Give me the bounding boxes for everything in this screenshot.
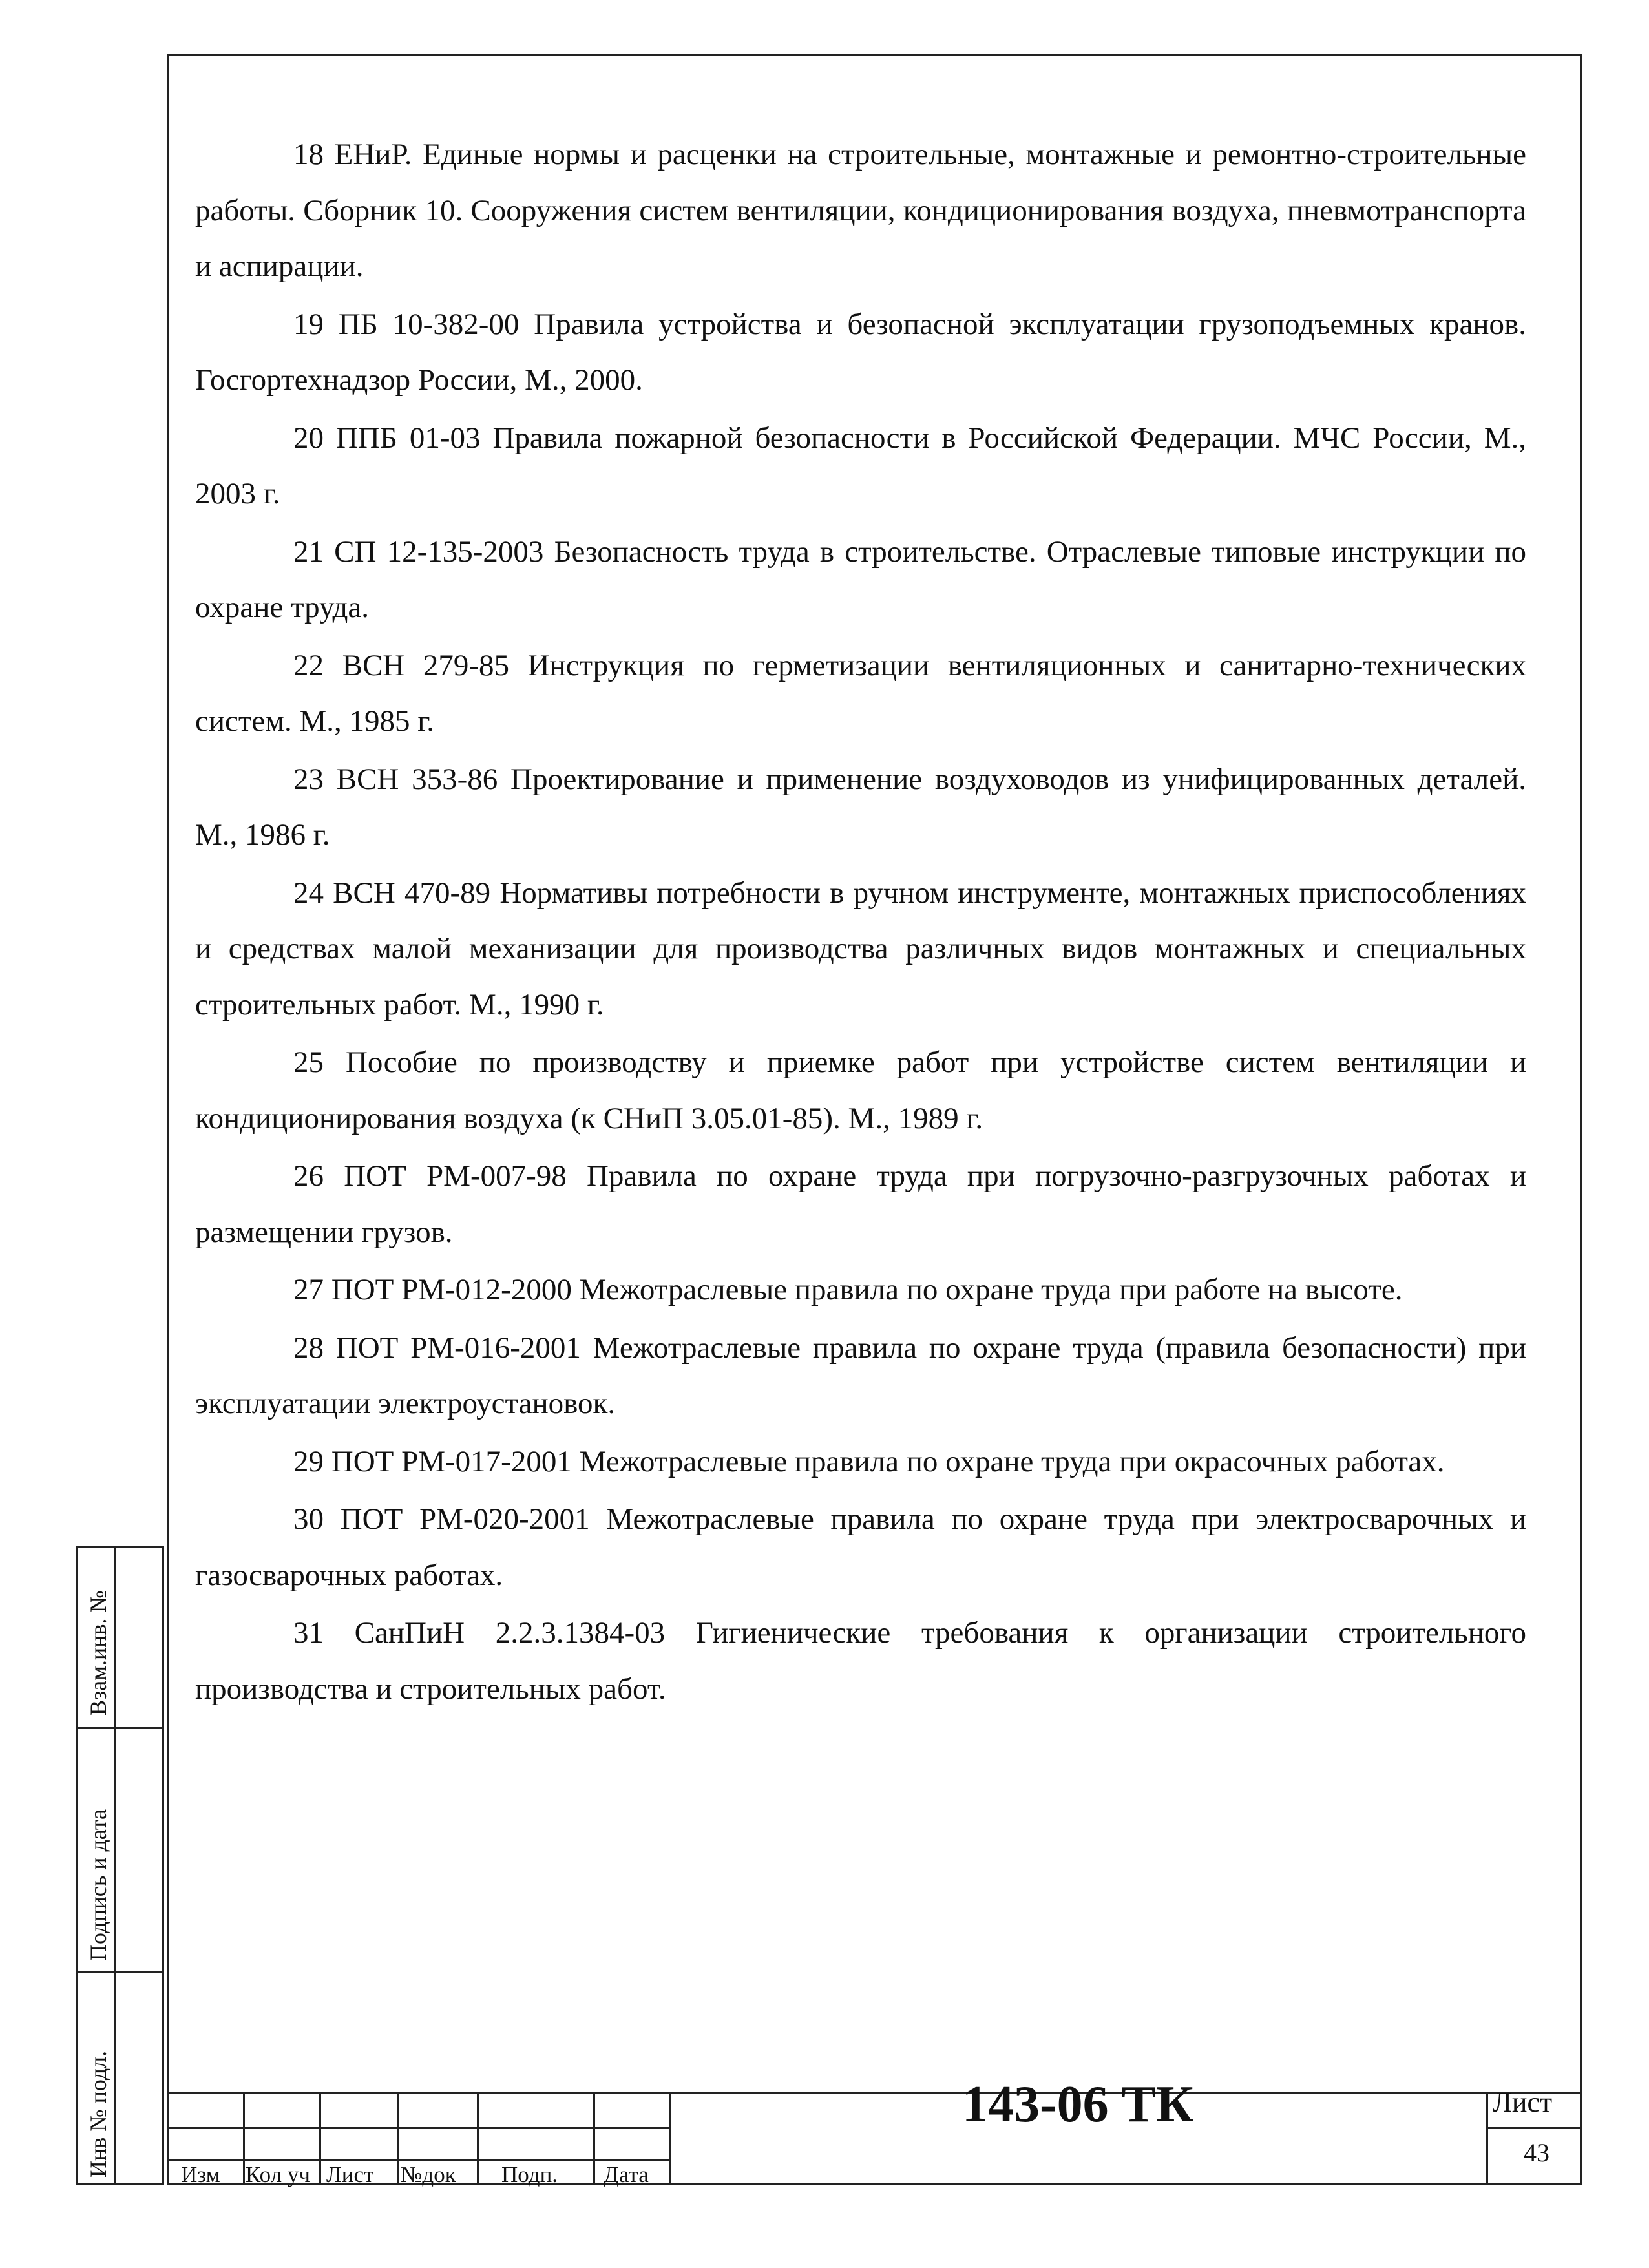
reference-item: 21 СП 12-135-2003 Безопасность труда в строительстве. Отраслевые типовые инструкции по охране труда. [195, 534, 1526, 624]
reference-item: 28 ПОТ РМ-016-2001 Межотраслевые правила по охране труда (правила безопасности) при эксплуатации электроустановок. [195, 1330, 1526, 1420]
reference-item: 23 ВСН 353-86 Проектирование и применение воздуховодов из унифицированных деталей. М., 1986 г. [195, 762, 1526, 852]
reference-item: 31 СанПиН 2.2.3.1384-03 Гигиенические требования к организации строительного производства и строительных работ. [195, 1616, 1526, 1706]
reference-list [195, 127, 1526, 1719]
sheet-label: Лист [1493, 2086, 1553, 2118]
reference-item: 25 Пособие по производству и приемке работ при устройстве систем вентиляции и кондиционирования воздуха (к СНиП 3.05.01-85). М., 1989 г. [195, 1045, 1526, 1135]
col-data: Дата [604, 2162, 649, 2187]
col-ndok: №док [401, 2162, 456, 2187]
reference-item: 30 ПОТ РМ-020-2001 Межотраслевые правила по охране труда при электросварочных и газосварочных работах. [195, 1502, 1526, 1592]
original-inv-label: Инв № подл. [85, 2050, 111, 2178]
side-stamp [76, 1546, 164, 2185]
reference-item: 19 ПБ 10-382-00 Правила устройства и безопасной эксплуатации грузоподъемных кранов. Госгортехнадзор России, М., 2000. [195, 307, 1526, 397]
reference-item: 18 ЕНиР. Единые нормы и расценки на строительные, монтажные и ремонтно-строительные работы. Сборник 10. Сооружения систем вентиляции, кондиционирования воздуха, пневмотранспорта и аспирации. [195, 138, 1526, 283]
col-podp: Подп. [501, 2162, 558, 2187]
signature-date-label: Подпись и дата [85, 1809, 111, 1961]
sheet-number: 43 [1524, 2138, 1549, 2167]
reference-item: 27 ПОТ РМ-012-2000 Межотраслевые правила по охране труда при работе на высоте. [293, 1273, 1403, 1307]
document-code: 143-06 ТК [961, 2076, 1193, 2133]
col-kol-uch: Кол уч [246, 2162, 310, 2187]
reference-item: 24 ВСН 470-89 Нормативы потребности в ручном инструменте, монтажных приспособлениях и средствах малой механизации для производства различных видов монтажных и специальных строительных работ. М., 1990 г. [195, 876, 1526, 1022]
reference-item: 29 ПОТ РМ-017-2001 Межотраслевые правила по охране труда при окрасочных работах. [293, 1444, 1445, 1478]
reference-item: 22 ВСН 279-85 Инструкция по герметизации вентиляционных и санитарно-технических систем. М., 1985 г. [195, 648, 1526, 738]
reference-item: 26 ПОТ РМ-007-98 Правила по охране труда при погрузочно-разгрузочных работах и размещении грузов. [195, 1159, 1526, 1249]
col-list: Лист [326, 2162, 374, 2187]
col-izm: Изм [181, 2162, 220, 2187]
replacement-inv-label: Взам.инв. № [85, 1590, 111, 1716]
reference-item: 20 ППБ 01-03 Правила пожарной безопасности в Российской Федерации. МЧС России, М., 2003 г. [195, 421, 1526, 510]
